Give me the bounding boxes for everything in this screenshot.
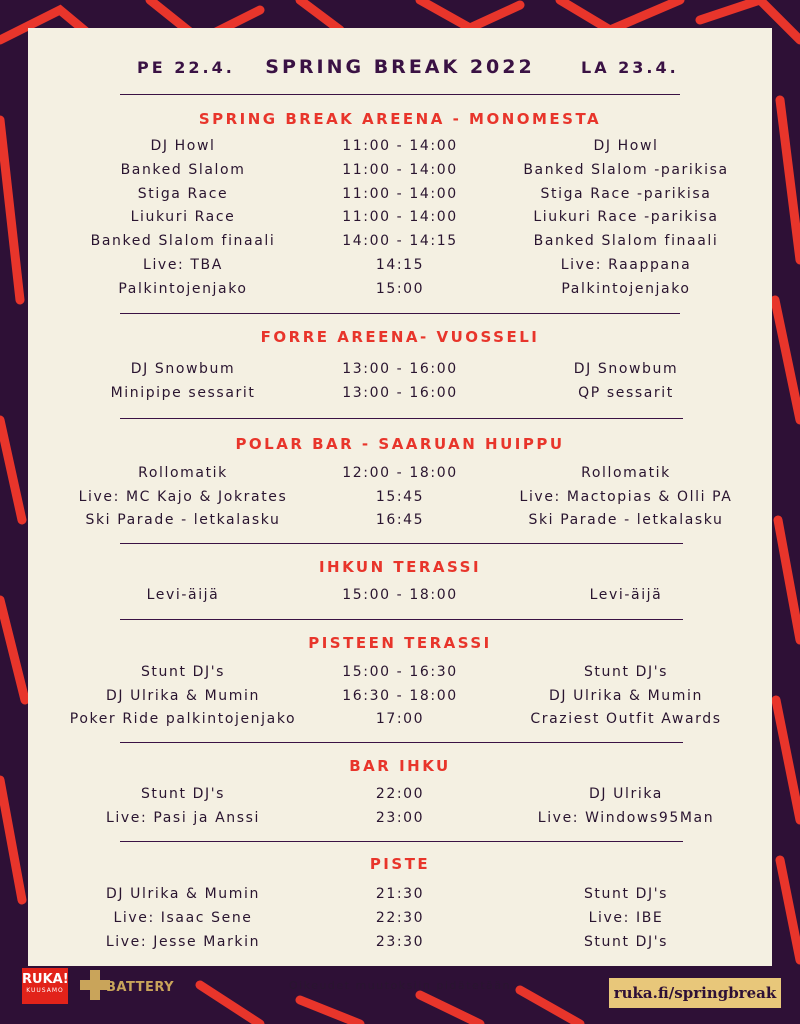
saturday-item: Live: Raappana [560,257,692,273]
friday-item: DJ Snowbum [130,361,236,377]
saturday-date: LA 23.4. [581,58,679,77]
schedule-row [0,810,800,832]
saturday-item: DJ Howl [593,138,659,154]
divider [120,418,683,419]
saturday-item: Palkintojenjako [561,281,691,297]
section-title: IHKUN TERASSI [318,558,482,576]
saturday-item: Banked Slalom finaali [533,233,719,249]
schedule-row [0,688,800,710]
schedule-row [0,664,800,686]
friday-item: Ski Parade - letkalasku [85,512,281,528]
time: 11:00 - 14:00 [342,162,458,178]
saturday-item: DJ Snowbum [573,361,679,377]
friday-item: DJ Ulrika & Mumin [106,886,260,902]
time: 13:00 - 16:00 [342,385,458,401]
friday-item: Palkintojenjako [118,281,248,297]
friday-item: Live: MC Kajo & Jokrates [78,489,288,505]
schedule-row [0,186,800,208]
section-title: FORRE AREENA- VUOSSELI [260,328,540,346]
friday-item: Banked Slalom [120,162,246,178]
event-title: SPRING BREAK 2022 [265,56,535,78]
time: 13:00 - 16:00 [342,361,458,377]
divider [120,313,680,314]
section-title: PISTEEN TERASSI [308,634,492,652]
saturday-item: Stunt DJ's [583,934,669,950]
friday-item: Stunt DJ's [140,664,226,680]
saturday-item: Live: Windows95Man [537,810,715,826]
time: 15:00 [375,281,425,297]
schedule-row [0,233,800,255]
saturday-item: DJ Ulrika & Mumin [549,688,703,704]
friday-item: Rollomatik [138,465,228,481]
saturday-item: Craziest Outfit Awards [530,711,722,727]
ruka-logo-subtext: KUUSAMO [26,987,64,994]
saturday-item: DJ Ulrika [589,786,663,802]
schedule-row [0,209,800,231]
schedule-row [0,385,800,407]
time: 11:00 - 14:00 [342,186,458,202]
schedule-row [0,465,800,487]
time: 23:00 [375,810,425,826]
schedule-row [0,910,800,932]
friday-item: Banked Slalom finaali [90,233,276,249]
time: 21:30 [375,886,425,902]
saturday-item: Liukuri Race -parikisa [533,209,719,225]
friday-item: Live: Isaac Sene [113,910,253,926]
friday-date: PE 22.4. [137,58,235,77]
saturday-item: Banked Slalom -parikisa [523,162,729,178]
time: 22:00 [375,786,425,802]
disclaimer-text: Oikeudet muutoksiin pidätetään [289,979,511,992]
schedule-row [0,886,800,908]
time: 11:00 - 14:00 [342,209,458,225]
saturday-item: Rollomatik [581,465,671,481]
divider [120,841,683,842]
time: 22:30 [375,910,425,926]
friday-item: Minipipe sessarit [110,385,256,401]
schedule-row [0,934,800,956]
saturday-item: Stiga Race -parikisa [540,186,712,202]
friday-item: Stunt DJ's [140,786,226,802]
schedule-row [0,711,800,733]
time: 12:00 - 18:00 [342,465,458,481]
saturday-item: QP sessarit [578,385,674,401]
saturday-item: Live: Mactopias & Olli PA [519,489,733,505]
friday-item: Levi-äijä [146,587,220,603]
divider [120,543,683,544]
friday-item: Stiga Race [137,186,229,202]
friday-item: Live: Jesse Markin [105,934,261,950]
website-link[interactable]: ruka.fi/springbreak [609,978,781,1008]
schedule-row [0,786,800,808]
divider [120,94,680,95]
schedule-row [0,138,800,160]
time: 15:00 - 16:30 [342,664,458,680]
friday-item: Live: TBA [143,257,223,273]
schedule-row [0,281,800,303]
time: 15:00 - 18:00 [342,587,458,603]
friday-item: DJ Ulrika & Mumin [106,688,260,704]
time: 16:30 - 18:00 [342,688,458,704]
section-title: BAR IHKU [349,757,451,775]
time: 23:30 [375,934,425,950]
divider [120,742,683,743]
friday-item: DJ Howl [150,138,216,154]
friday-item: Live: Pasi ja Anssi [105,810,261,826]
section-title: SPRING BREAK AREENA - MONOMESTA [198,110,602,128]
time: 11:00 - 14:00 [342,138,458,154]
time: 14:00 - 14:15 [342,233,458,249]
divider [120,619,683,620]
schedule-row [0,512,800,534]
schedule-row [0,257,800,279]
schedule-row [0,162,800,184]
ruka-logo-text: RUKA! [22,972,69,987]
schedule-row [0,587,800,609]
section-title: PISTE [369,855,431,873]
saturday-item: Stunt DJ's [583,886,669,902]
battery-logo-text: BATTERY [106,980,175,995]
saturday-item: Ski Parade - letkalasku [528,512,724,528]
section-title: POLAR BAR - SAARUAN HUIPPU [235,435,565,453]
schedule-row [0,489,800,511]
friday-item: Poker Ride palkintojenjako [69,711,297,727]
time: 17:00 [375,711,425,727]
saturday-item: Levi-äijä [589,587,663,603]
schedule-row [0,361,800,383]
saturday-item: Stunt DJ's [583,664,669,680]
time: 15:45 [375,489,425,505]
saturday-item: Live: IBE [588,910,664,926]
time: 16:45 [375,512,425,528]
friday-item: Liukuri Race [130,209,236,225]
time: 14:15 [375,257,425,273]
